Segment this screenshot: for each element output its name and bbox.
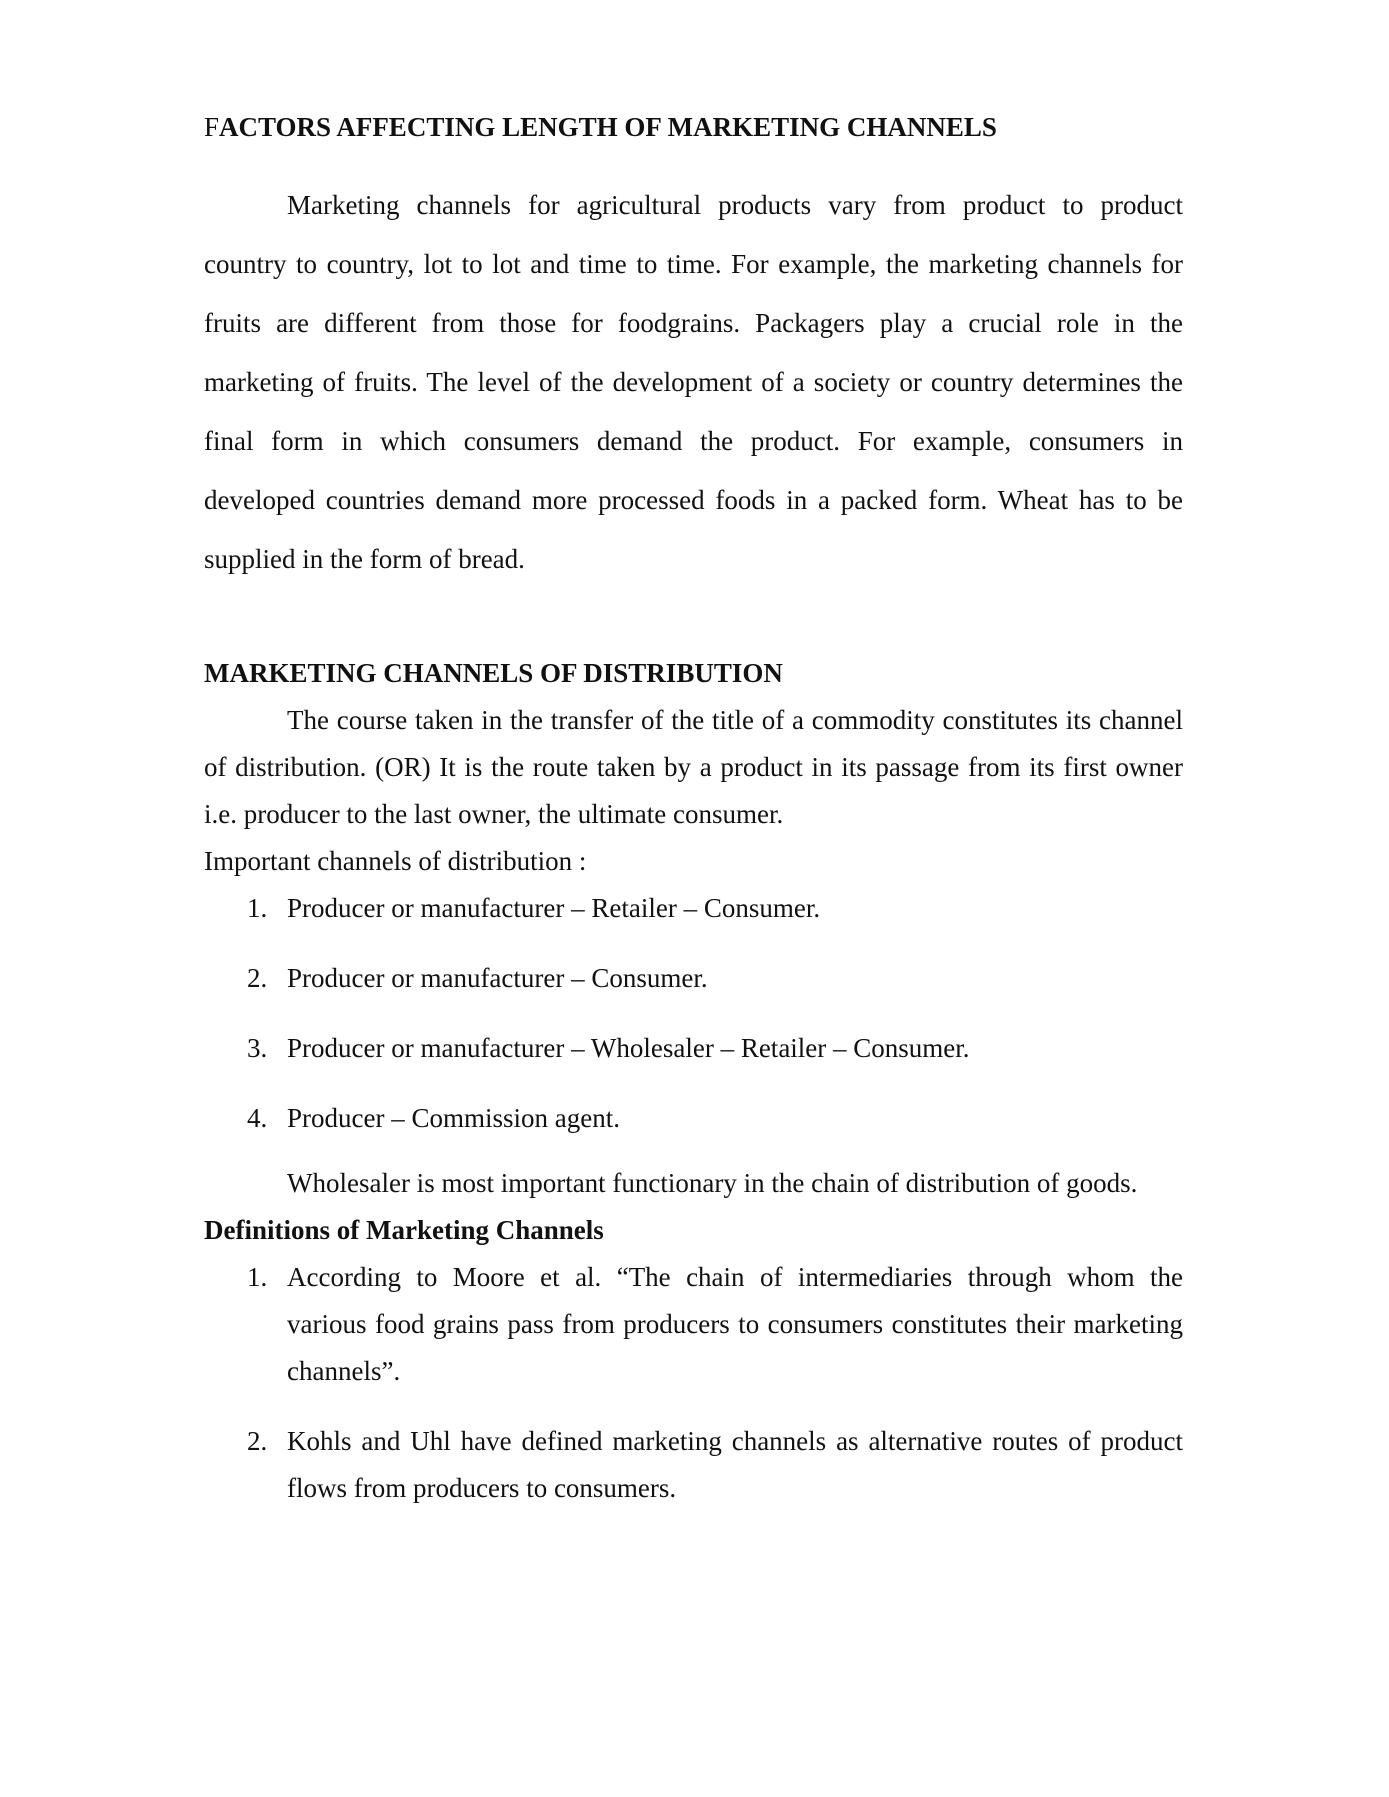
definition-line: flows from producers to consumers. [287, 1473, 677, 1503]
list-item-number: 2. [247, 963, 268, 993]
definition-line: Kohls and Uhl have defined marketing channels as alternative routes of product [287, 1426, 1183, 1456]
paragraph1-line: developed countries demand more processed foods in a packed form. Wheat has to be [204, 485, 1183, 515]
definition-number: 1. [247, 1262, 268, 1292]
list-item-text: Producer – Commission agent. [287, 1103, 620, 1133]
channels-list-intro: Important channels of distribution : [204, 846, 587, 876]
definition-line: channels”. [287, 1356, 401, 1386]
definition-line: According to Moore et al. “The chain of intermediaries through whom the [287, 1262, 1183, 1292]
section-heading-definitions: Definitions of Marketing Channels [204, 1215, 604, 1245]
definition-line: various food grains pass from producers to consumers constitutes their marketing [287, 1309, 1183, 1339]
paragraph1-line: country to country, lot to lot and time to time. For example, the marketing channels for [204, 249, 1183, 279]
paragraph1-line: marketing of fruits. The level of the development of a society or country determines the [204, 367, 1183, 397]
wholesaler-note: Wholesaler is most important functionary in the chain of distribution of goods. [287, 1168, 1138, 1198]
paragraph1-line: fruits are different from those for foodgrains. Packagers play a crucial role in the [204, 308, 1183, 338]
paragraph1-line: supplied in the form of bread. [204, 544, 525, 574]
title-rest: ACTORS AFFECTING LENGTH OF MARKETING CHANNELS [219, 112, 997, 142]
paragraph2-line: of distribution. (OR) It is the route taken by a product in its passage from its first owner [204, 752, 1183, 782]
page-title [204, 112, 1183, 142]
list-item-text: Producer or manufacturer – Retailer – Consumer. [287, 893, 821, 923]
paragraph1-line: final form in which consumers demand the product. For example, consumers in [204, 426, 1183, 456]
list-item-text: Producer or manufacturer – Wholesaler – Retailer – Consumer. [287, 1033, 970, 1063]
paragraph2-line: The course taken in the transfer of the title of a commodity constitutes its channel [287, 705, 1183, 735]
section-heading-distribution: MARKETING CHANNELS OF DISTRIBUTION [204, 658, 783, 688]
list-item-text: Producer or manufacturer – Consumer. [287, 963, 708, 993]
definition-number: 2. [247, 1426, 268, 1456]
list-item-number: 4. [247, 1103, 268, 1133]
list-item-number: 1. [247, 893, 268, 923]
paragraph2-line: i.e. producer to the last owner, the ultimate consumer. [204, 799, 784, 829]
list-item-number: 3. [247, 1033, 268, 1063]
title-first-letter: F [204, 112, 220, 142]
paragraph1-line: Marketing channels for agricultural products vary from product to product [287, 190, 1183, 220]
